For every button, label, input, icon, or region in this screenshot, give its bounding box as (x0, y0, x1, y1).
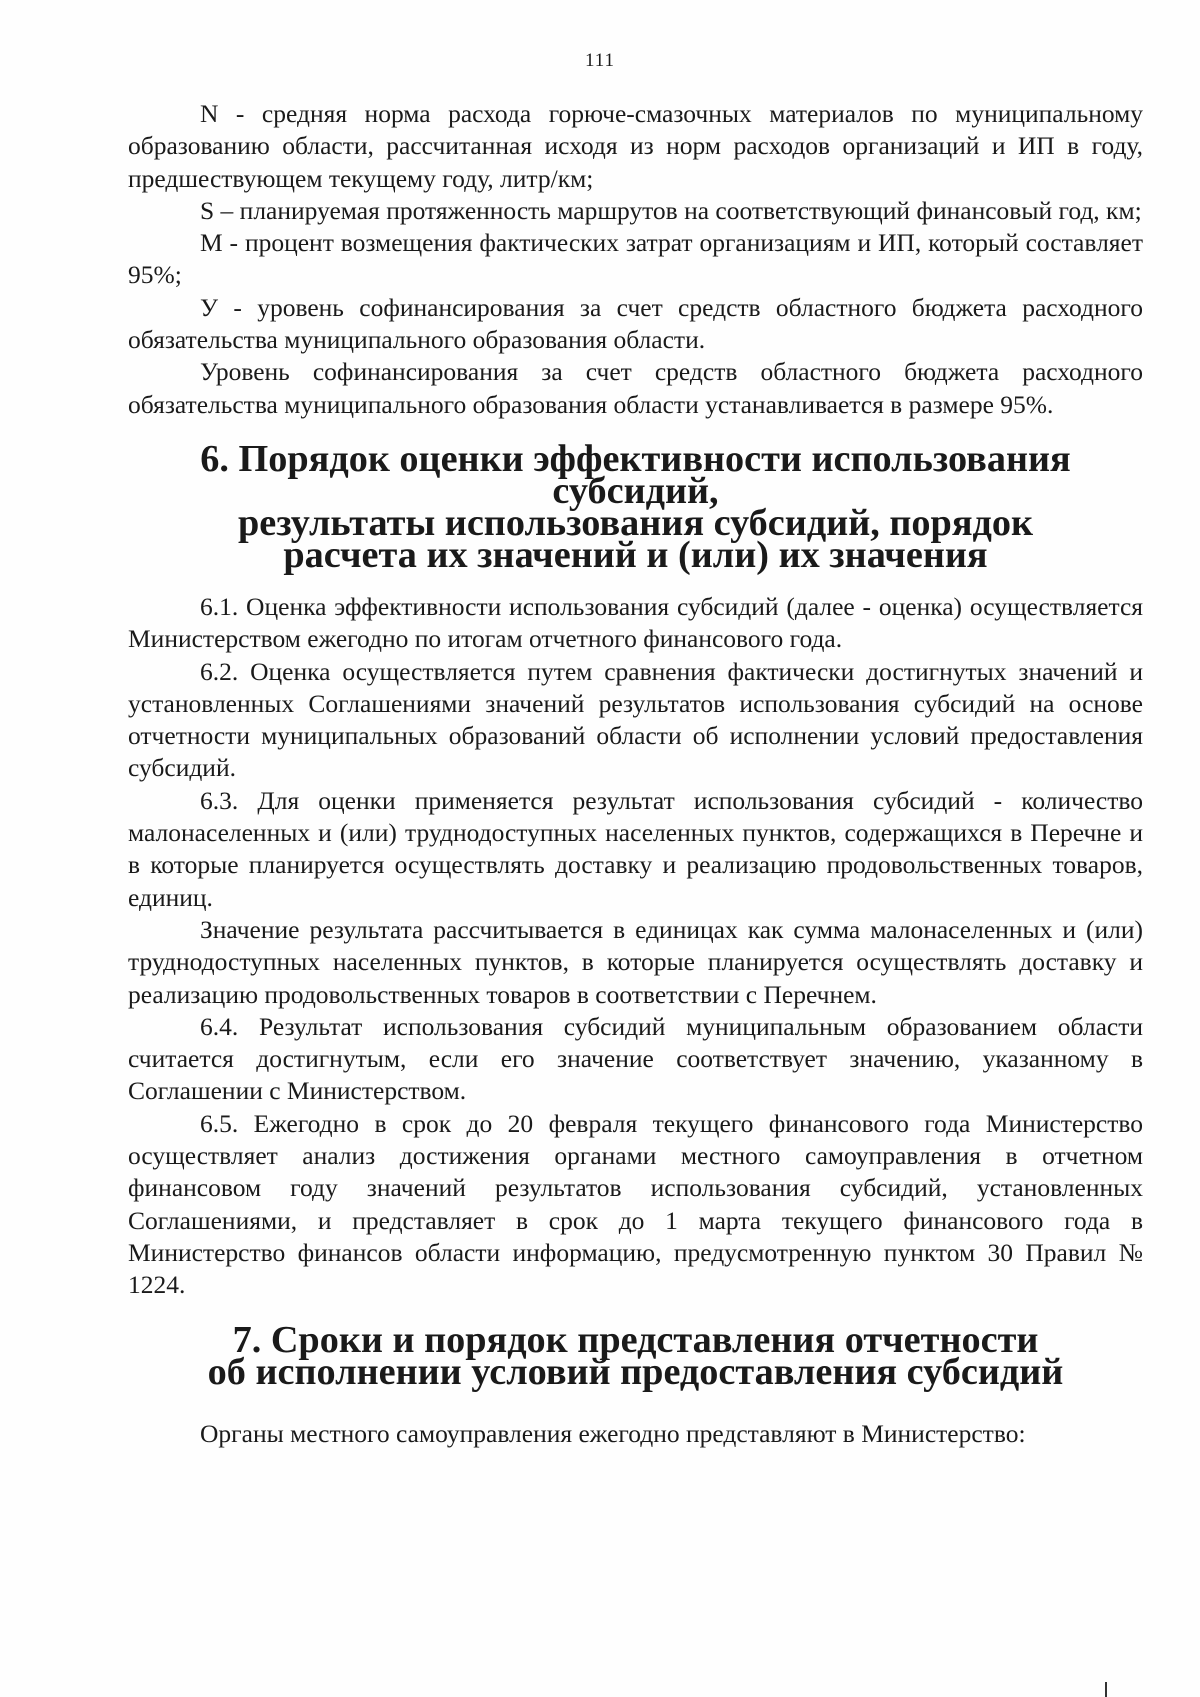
paragraph-6-5: 6.5. Ежегодно в срок до 20 февраля текущего финансового года Министерство осуществляет анализ достижения органами местного самоуправления в отчетном финансовом году значений результатов использования субсидий, установленных Соглашениями, и представляет в срок до 1 марта текущего финансового года в Министерство финансов области информацию, предусмотренную пунктом 30 Правил № 1224. (128, 1108, 1143, 1300)
paragraph-u-definition: У - уровень софинансирования за счет средств областного бюджета расходного обязательства муниципального образования области. (128, 292, 1143, 355)
section-7-heading-line-1: 7. Сроки и порядок представления отчетности (232, 1318, 1039, 1361)
paragraph-6-4: 6.4. Результат использования субсидий муниципальным образованием области считается достигнутым, если его значение соответствует значению, указанному в Соглашении с Министерством. (128, 1011, 1143, 1106)
page-number: 111 (584, 50, 616, 71)
paragraph-cofinancing-level: Уровень софинансирования за счет средств областного бюджета расходного обязательства муниципального образования области устанавливается в размере 95%. (128, 357, 1143, 419)
section-7-heading-line-2: об исполнении условий предоставления субсидий (207, 1350, 1064, 1393)
paragraph-n-definition: N - средняя норма расхода горюче-смазочных материалов по муниципальному образованию области, рассчитанная исходя из норм расходов организаций и ИП в году, предшествующем текущему году, литр/км; (128, 99, 1143, 193)
section-6-heading-line-2: результаты использования субсидий, порядок (237, 501, 1034, 544)
scan-mark (1105, 1682, 1107, 1697)
paragraph-s-definition: S – планируемая протяженность маршрутов на соответствующий финансовый год, км; (200, 195, 1142, 225)
paragraph-6-2: 6.2. Оценка осуществляется путем сравнения фактически достигнутых значений и установленных Соглашениями значений результатов использования субсидий на основе отчетности муниципальных образований области об исполнении условий предоставления субсидий. (128, 656, 1143, 783)
section-6-heading-line-1: 6. Порядок оценки эффективности использования субсидий, (200, 437, 1071, 512)
paragraph-6-3-value: Значение результата рассчитывается в единицах как сумма малонаселенных и (или) труднодоступных населенных пунктов, в которые планируется осуществлять доставку и реализацию продовольственных товаров в соответствии с Перечнем. (128, 914, 1143, 1009)
document-body (128, 98, 1143, 1450)
section-7-heading (128, 1318, 1143, 1393)
section-6-heading (128, 437, 1143, 576)
paragraph-7-intro: Органы местного самоуправления ежегодно представляют в Министерство: (200, 1418, 1026, 1448)
paragraph-6-1: 6.1. Оценка эффективности использования субсидий (далее - оценка) осуществляется Министерством ежегодно по итогам отчетного финансового года. (128, 591, 1143, 654)
paragraph-m-definition: М - процент возмещения фактических затрат организациям и ИП, который составляет 95%; (128, 228, 1143, 290)
section-6-heading-line-3: расчета их значений и (или) их значения (283, 533, 988, 576)
paragraph-6-3: 6.3. Для оценки применяется результат использования субсидий - количество малонаселенных и (или) труднодоступных населенных пунктов, содержащихся в Перечне и в которые планируется осуществлять доставку и реализацию продовольственных товаров, единиц. (128, 785, 1143, 912)
